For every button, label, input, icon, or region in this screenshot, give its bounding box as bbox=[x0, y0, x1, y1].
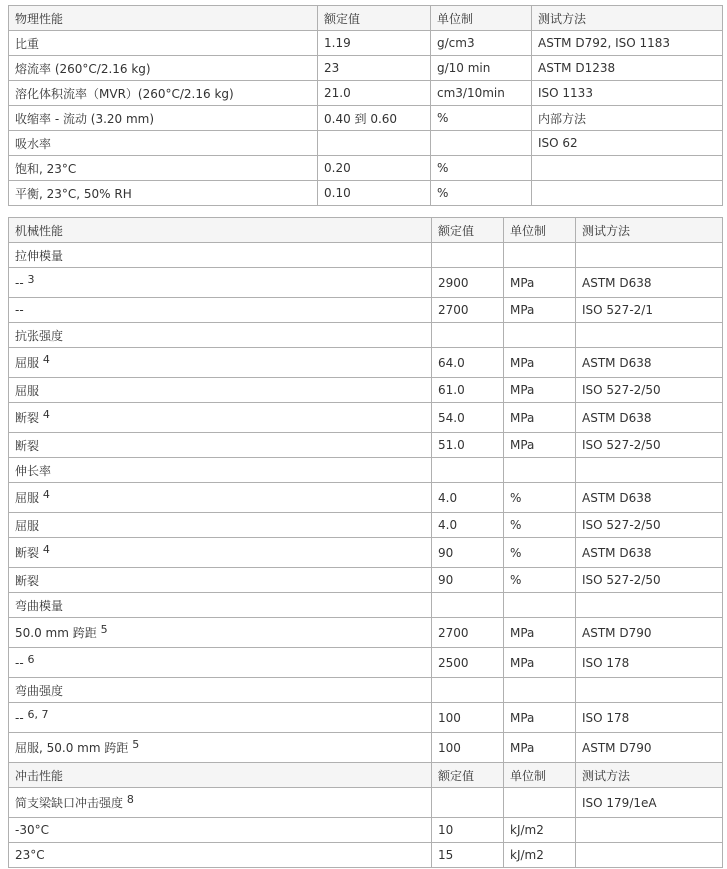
table-row bbox=[9, 733, 723, 763]
property-label: 吸水率 bbox=[15, 136, 52, 151]
method-cell: ISO 527-2/1 bbox=[576, 298, 723, 323]
method-cell: ISO 527-2/50 bbox=[576, 378, 723, 403]
unit-cell: MPa bbox=[504, 403, 576, 433]
table-row bbox=[9, 513, 723, 538]
unit-cell: g/10 min bbox=[431, 56, 532, 81]
table-row bbox=[9, 843, 723, 868]
unit-cell: kJ/m2 bbox=[504, 818, 576, 843]
value-cell bbox=[318, 131, 431, 156]
property-label: -- bbox=[15, 275, 24, 290]
impact-header-row bbox=[9, 763, 723, 788]
property-label: 比重 bbox=[15, 36, 40, 51]
property-cell bbox=[9, 323, 432, 348]
value-cell: 15 bbox=[432, 843, 504, 868]
property-label: 屈服 bbox=[15, 356, 40, 370]
footnote-marker: 3 bbox=[27, 272, 35, 286]
property-label: 断裂 bbox=[15, 546, 40, 560]
property-label: 拉伸模量 bbox=[15, 248, 64, 263]
value-cell: 90 bbox=[432, 568, 504, 593]
table-row bbox=[9, 483, 723, 513]
footnote-marker: 5 bbox=[100, 623, 108, 636]
mechanical-impact-properties-table bbox=[8, 217, 723, 868]
method-cell: ISO 178 bbox=[576, 703, 723, 733]
method-cell: ISO 527-2/50 bbox=[576, 433, 723, 458]
impact-method-header: 测试方法 bbox=[576, 763, 723, 788]
unit-cell: MPa bbox=[504, 733, 576, 763]
value-cell: 21.0 bbox=[318, 81, 431, 106]
table-row bbox=[9, 648, 723, 678]
value-cell: 0.20 bbox=[318, 156, 431, 181]
method-cell bbox=[576, 323, 723, 348]
property-label: 50.0 mm 跨距 bbox=[15, 626, 97, 640]
property-cell bbox=[9, 678, 432, 703]
unit-cell: MPa bbox=[504, 298, 576, 323]
value-cell bbox=[432, 458, 504, 483]
property-label: 伸长率 bbox=[15, 463, 52, 478]
property-label: 断裂 bbox=[15, 573, 40, 588]
value-cell bbox=[432, 788, 504, 818]
unit-cell: cm3/10min bbox=[431, 81, 532, 106]
property-cell bbox=[9, 348, 432, 378]
property-label: 抗张强度 bbox=[15, 328, 64, 343]
method-cell bbox=[576, 593, 723, 618]
property-label: 溶化体积流率（MVR）(260°C/2.16 kg) bbox=[15, 86, 234, 101]
property-label: 断裂 bbox=[15, 411, 40, 425]
property-cell bbox=[9, 483, 432, 513]
unit-cell: MPa bbox=[504, 703, 576, 733]
unit-cell: MPa bbox=[504, 648, 576, 678]
table-row bbox=[9, 703, 723, 733]
unit-cell: % bbox=[504, 568, 576, 593]
unit-cell: % bbox=[431, 181, 532, 206]
footnote-marker: 4 bbox=[42, 353, 50, 366]
physical-header-row bbox=[9, 6, 723, 31]
property-label: 弯曲模量 bbox=[15, 598, 64, 613]
table-row bbox=[9, 181, 723, 206]
value-cell: 4.0 bbox=[432, 483, 504, 513]
unit-cell: % bbox=[504, 483, 576, 513]
value-cell: 64.0 bbox=[432, 348, 504, 378]
unit-cell: MPa bbox=[504, 618, 576, 648]
unit-cell: MPa bbox=[504, 348, 576, 378]
method-cell: ISO 1133 bbox=[532, 81, 723, 106]
physical-value-header: 额定值 bbox=[318, 6, 431, 31]
property-cell bbox=[9, 243, 432, 268]
method-cell: ISO 527-2/50 bbox=[576, 568, 723, 593]
physical-property-header: 物理性能 bbox=[9, 6, 318, 31]
physical-unit-header: 单位制 bbox=[431, 6, 532, 31]
method-cell: ISO 527-2/50 bbox=[576, 513, 723, 538]
property-label: -30°C bbox=[15, 823, 49, 837]
property-cell bbox=[9, 703, 432, 733]
property-label: 断裂 bbox=[15, 438, 40, 453]
footnote-marker: 4 bbox=[42, 488, 50, 501]
impact-property-header: 冲击性能 bbox=[9, 763, 432, 788]
property-cell bbox=[9, 618, 432, 648]
table-row bbox=[9, 156, 723, 181]
property-label: 屈服 bbox=[15, 383, 40, 398]
impact-value-header: 额定值 bbox=[432, 763, 504, 788]
method-cell bbox=[532, 181, 723, 206]
method-cell: 内部方法 bbox=[532, 106, 723, 131]
unit-cell bbox=[504, 678, 576, 703]
value-cell: 2700 bbox=[432, 618, 504, 648]
value-cell: 0.10 bbox=[318, 181, 431, 206]
unit-cell bbox=[504, 788, 576, 818]
property-cell bbox=[9, 843, 432, 868]
unit-cell bbox=[504, 593, 576, 618]
mechanical-unit-header: 单位制 bbox=[504, 218, 576, 243]
value-cell: 10 bbox=[432, 818, 504, 843]
unit-cell: kJ/m2 bbox=[504, 843, 576, 868]
value-cell: 2900 bbox=[432, 268, 504, 298]
unit-cell: % bbox=[431, 106, 532, 131]
property-cell bbox=[9, 56, 318, 81]
property-label: 饱和, 23°C bbox=[15, 161, 77, 176]
method-cell bbox=[532, 156, 723, 181]
table-row bbox=[9, 106, 723, 131]
mechanical-value-header: 额定值 bbox=[432, 218, 504, 243]
value-cell: 54.0 bbox=[432, 403, 504, 433]
table-row bbox=[9, 593, 723, 618]
property-label: 屈服 bbox=[15, 491, 40, 505]
value-cell: 100 bbox=[432, 703, 504, 733]
property-cell bbox=[9, 81, 318, 106]
value-cell: 90 bbox=[432, 538, 504, 568]
unit-cell: % bbox=[504, 538, 576, 568]
footnote-marker: 8 bbox=[126, 793, 134, 806]
method-cell: ASTM D638 bbox=[576, 348, 723, 378]
unit-cell: MPa bbox=[504, 268, 576, 298]
table-row bbox=[9, 131, 723, 156]
property-label: 熔流率 (260°C/2.16 kg) bbox=[15, 61, 151, 76]
value-cell bbox=[432, 243, 504, 268]
method-cell: ASTM D638 bbox=[576, 538, 723, 568]
mechanical-method-header: 测试方法 bbox=[576, 218, 723, 243]
table-row bbox=[9, 403, 723, 433]
method-cell: ISO 178 bbox=[576, 648, 723, 678]
property-label: 弯曲强度 bbox=[15, 683, 64, 698]
property-label: -- bbox=[15, 303, 24, 317]
table-row bbox=[9, 458, 723, 483]
property-cell bbox=[9, 788, 432, 818]
value-cell: 2700 bbox=[432, 298, 504, 323]
property-cell bbox=[9, 568, 432, 593]
table-row bbox=[9, 538, 723, 568]
method-cell bbox=[576, 818, 723, 843]
value-cell: 61.0 bbox=[432, 378, 504, 403]
unit-cell bbox=[431, 131, 532, 156]
property-label: 收缩率 - 流动 (3.20 mm) bbox=[15, 111, 155, 126]
table-row bbox=[9, 56, 723, 81]
property-cell bbox=[9, 818, 432, 843]
unit-cell: MPa bbox=[504, 433, 576, 458]
property-cell bbox=[9, 268, 432, 298]
value-cell: 51.0 bbox=[432, 433, 504, 458]
method-cell: ASTM D638 bbox=[576, 483, 723, 513]
footnote-marker: 6 bbox=[27, 652, 35, 666]
table-row bbox=[9, 348, 723, 378]
property-label: 23°C bbox=[15, 848, 45, 862]
table-row bbox=[9, 31, 723, 56]
value-cell: 23 bbox=[318, 56, 431, 81]
mechanical-header-row bbox=[9, 218, 723, 243]
property-label: 简支梁缺口冲击强度 bbox=[15, 796, 124, 810]
property-cell bbox=[9, 156, 318, 181]
property-label: 平衡, 23°C, 50% RH bbox=[15, 186, 132, 201]
unit-cell: g/cm3 bbox=[431, 31, 532, 56]
method-cell: ASTM D638 bbox=[576, 268, 723, 298]
method-cell bbox=[576, 843, 723, 868]
unit-cell: % bbox=[431, 156, 532, 181]
physical-properties-table bbox=[8, 5, 723, 206]
footnote-marker: 6, 7 bbox=[27, 707, 49, 721]
unit-cell bbox=[504, 458, 576, 483]
value-cell: 1.19 bbox=[318, 31, 431, 56]
property-cell bbox=[9, 538, 432, 568]
table-row bbox=[9, 818, 723, 843]
property-label: -- bbox=[15, 710, 24, 725]
unit-cell: % bbox=[504, 513, 576, 538]
method-cell: ISO 179/1eA bbox=[576, 788, 723, 818]
method-cell: ISO 62 bbox=[532, 131, 723, 156]
property-cell bbox=[9, 733, 432, 763]
value-cell: 100 bbox=[432, 733, 504, 763]
property-cell bbox=[9, 593, 432, 618]
mechanical-property-header: 机械性能 bbox=[9, 218, 432, 243]
method-cell: ASTM D1238 bbox=[532, 56, 723, 81]
property-cell bbox=[9, 298, 432, 323]
unit-cell: MPa bbox=[504, 378, 576, 403]
property-cell bbox=[9, 106, 318, 131]
table-row bbox=[9, 678, 723, 703]
method-cell: ASTM D638 bbox=[576, 403, 723, 433]
property-label: -- bbox=[15, 655, 24, 670]
property-cell bbox=[9, 513, 432, 538]
property-cell bbox=[9, 181, 318, 206]
table-row bbox=[9, 433, 723, 458]
table-row bbox=[9, 378, 723, 403]
unit-cell bbox=[504, 323, 576, 348]
method-cell: ASTM D790 bbox=[576, 618, 723, 648]
method-cell bbox=[576, 678, 723, 703]
property-cell bbox=[9, 648, 432, 678]
unit-cell bbox=[504, 243, 576, 268]
impact-unit-header: 单位制 bbox=[504, 763, 576, 788]
value-cell bbox=[432, 323, 504, 348]
value-cell bbox=[432, 593, 504, 618]
footnote-marker: 5 bbox=[132, 738, 140, 751]
footnote-marker: 4 bbox=[42, 543, 50, 556]
property-cell bbox=[9, 131, 318, 156]
property-label: 屈服 bbox=[15, 518, 40, 533]
method-cell bbox=[576, 243, 723, 268]
table-row bbox=[9, 788, 723, 818]
table-row bbox=[9, 298, 723, 323]
property-cell bbox=[9, 433, 432, 458]
value-cell: 4.0 bbox=[432, 513, 504, 538]
table-row bbox=[9, 618, 723, 648]
value-cell: 2500 bbox=[432, 648, 504, 678]
property-cell bbox=[9, 378, 432, 403]
method-cell: ASTM D792, ISO 1183 bbox=[532, 31, 723, 56]
physical-method-header: 测试方法 bbox=[532, 6, 723, 31]
footnote-marker: 4 bbox=[42, 408, 50, 421]
table-row bbox=[9, 243, 723, 268]
table-row bbox=[9, 323, 723, 348]
table-row bbox=[9, 568, 723, 593]
property-cell bbox=[9, 31, 318, 56]
table-row bbox=[9, 268, 723, 298]
table-row bbox=[9, 81, 723, 106]
property-cell bbox=[9, 458, 432, 483]
value-cell: 0.40 到 0.60 bbox=[318, 106, 431, 131]
method-cell: ASTM D790 bbox=[576, 733, 723, 763]
property-cell bbox=[9, 403, 432, 433]
property-label: 屈服, 50.0 mm 跨距 bbox=[15, 741, 129, 755]
value-cell bbox=[432, 678, 504, 703]
method-cell bbox=[576, 458, 723, 483]
